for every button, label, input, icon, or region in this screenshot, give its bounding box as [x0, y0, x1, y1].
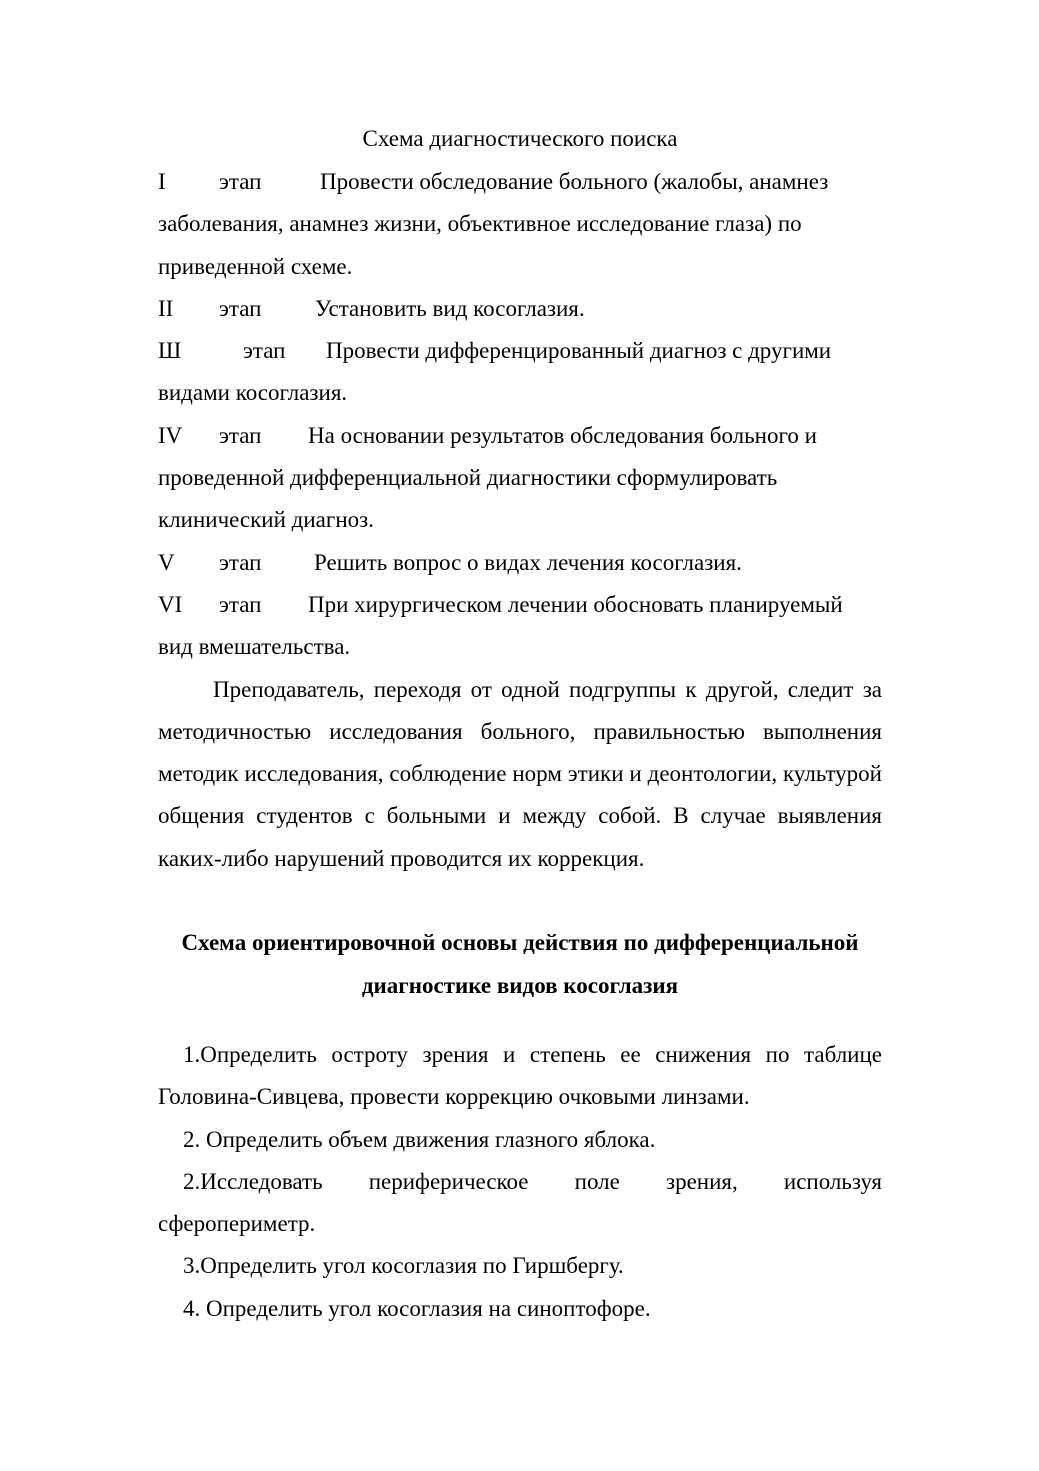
- stage-item: [158, 584, 882, 669]
- stage-number: II: [158, 295, 174, 321]
- section-heading: [158, 921, 882, 1007]
- stage-text: При хирургическом лечении обосновать планируемый: [308, 591, 843, 617]
- stage-item: [158, 161, 882, 288]
- stages-list: [158, 161, 882, 880]
- section-heading-line: Схема ориентировочной основы действия по дифференциальной: [181, 930, 859, 955]
- stage-text: Решить вопрос о видах лечения косоглазия.: [314, 549, 742, 575]
- stage-number: V: [158, 549, 175, 575]
- stage-word: этап: [219, 169, 262, 194]
- stage-number: VI: [158, 591, 183, 617]
- stage-word: этап: [219, 295, 262, 321]
- stage-item: [158, 330, 882, 415]
- action-list: [158, 1034, 882, 1330]
- list-item: 2.Исследовать периферическое поле зрения, используя сфероперимeтр.: [158, 1168, 882, 1237]
- stage-text: На основании результатов обследования больного и: [308, 422, 817, 448]
- list-item: 2. Определить объем движения глазного яблока.: [183, 1126, 656, 1152]
- stage-text: Провести дифференцированный диагноз с другими: [326, 338, 832, 364]
- stage-number: Ш: [158, 338, 182, 364]
- list-item: 3.Определить угол косоглазия по Гиршбергу.: [183, 1253, 624, 1279]
- list-item: 1.Определить остроту зрения и степень ее снижения по таблице Головина-Сивцева, провести коррекцию очковыми линзами.: [158, 1042, 882, 1110]
- stage-text-cont: приведенной схеме.: [158, 253, 353, 279]
- stage-word: этап: [219, 422, 262, 448]
- stage-text-cont: видами косоглазия.: [158, 380, 348, 406]
- stage-item: [158, 415, 882, 542]
- stage-word: этап: [243, 338, 286, 364]
- stage-text-cont: вид вмешательства.: [158, 634, 351, 660]
- stage-text-cont: клинический диагноз.: [158, 507, 374, 533]
- page-title: Схема диагностического поиска: [362, 126, 678, 151]
- instructor-paragraph: Преподаватель, переходя от одной подгруппы к другой, следит за методичностью исследования больного, правильностью выполнения методик исследования, соблюдение норм этики и деонтологии, культурой общения студентов с больными и между собой. В случае выявления каких-либо нарушений проводится их коррекция.: [158, 676, 882, 871]
- stage-item: [158, 288, 882, 330]
- stage-text: Провести обследование больного (жалобы, анамнез: [320, 169, 829, 194]
- stage-text-cont: заболевания, анамнез жизни, объективное исследование глаза) по: [158, 211, 802, 237]
- stage-text: Установить вид косоглазия.: [315, 295, 585, 321]
- stage-word: этап: [219, 549, 262, 575]
- stage-word: этап: [219, 591, 262, 617]
- stage-text-cont: проведенной дифференциальной диагностики сформулировать: [158, 465, 778, 491]
- section-heading-line: диагностике видов косоглазия: [361, 973, 679, 998]
- list-item: 4. Определить угол косоглазия на синоптофоре.: [183, 1295, 651, 1321]
- stage-number: I: [158, 169, 166, 194]
- stage-item: [158, 542, 882, 584]
- stage-number: IV: [158, 422, 183, 448]
